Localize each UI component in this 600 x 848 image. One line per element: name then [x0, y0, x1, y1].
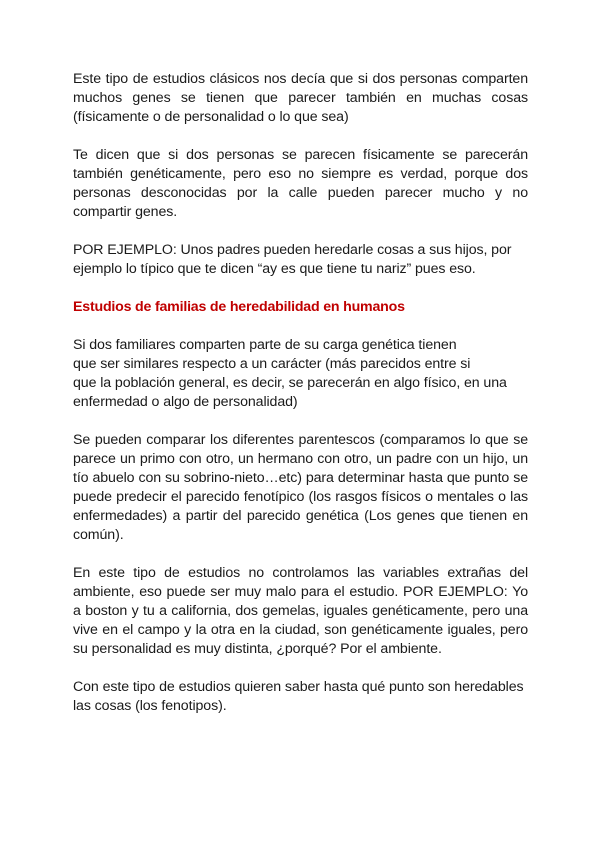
paragraph-environment-variables: En este tipo de estudios no controlamos las variables extrañas del ambiente, eso puede ser muy malo para el estudio. POR EJEMPLO: Yo a boston y tu a california, dos gemelas, iguales genéticamente, pero una vive en el campo y la otra en la ciudad, son genéticamente iguales, pero su personalidad es muy distinta, ¿porqué? Por el ambiente. [73, 565, 528, 657]
section-heading: Estudios de familias de heredabilidad en humanos [73, 299, 405, 315]
paragraph-kinship-comparison: Se pueden comparar los diferentes parentescos (comparamos lo que se parece un primo con otro, un hermano con otro, un padre con un hijo, un tío abuelo con su sobrino-nieto…etc) para determinar hasta que punto se puede predecir el parecido fenotípico (los rasgos físicos o mentales o las enfermedades) a partir del parecido genética (Los genes que tienen en común). [73, 432, 528, 543]
paragraph-family-similarity [73, 336, 528, 412]
paragraph-example-parents: POR EJEMPLO: Unos padres pueden heredarle cosas a sus hijos, por ejemplo lo típico que te dicen “ay es que tiene tu nariz” pues eso. [73, 242, 512, 277]
paragraph-physical-resemblance: Te dicen que si dos personas se parecen físicamente se parecerán también genéticamente, pero eso no siempre es verdad, porque dos personas desconocidas por la calle pueden parecer mucho y no compartir genes. [73, 147, 528, 220]
paragraph-classic-studies: Este tipo de estudios clásicos nos decía que si dos personas comparten muchos genes se tienen que parecer también en muchas cosas (físicamente o de personalidad o lo que sea) [73, 71, 528, 125]
document-page [73, 70, 528, 735]
paragraph-line: que la población general, es decir, se parecerán en algo físico, en una enfermedad o algo de personalidad) [73, 375, 507, 410]
paragraph-heritability-goal: Con este tipo de estudios quieren saber hasta qué punto son heredables las cosas (los fenotipos). [73, 679, 524, 714]
paragraph-line: que ser similares respecto a un carácter (más parecidos entre si [73, 356, 471, 372]
paragraph-line: Si dos familiares comparten parte de su carga genética tienen [73, 337, 457, 353]
